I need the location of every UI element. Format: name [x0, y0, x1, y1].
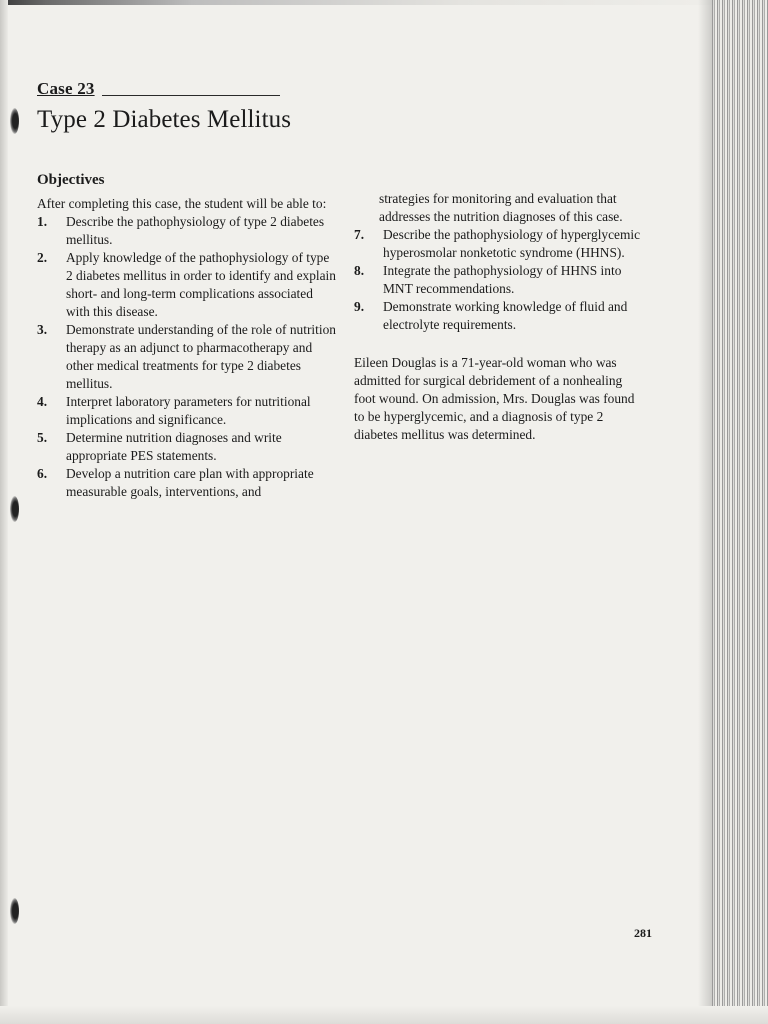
objective-text: Apply knowledge of the pathophysiology of type 2 diabetes mellitus in order to identify and explain short- and long-term complications associated with this disease.: [66, 250, 336, 319]
page-title: Type 2 Diabetes Mellitus: [37, 106, 292, 133]
punch-hole-mark: [10, 108, 19, 134]
objective-item: [37, 213, 337, 249]
objective-number: 2.: [37, 250, 48, 265]
objective-number: 1.: [37, 214, 48, 229]
objectives-list: [37, 213, 337, 501]
objective-text: Describe the pathophysiology of hyperglycemic hyperosmolar nonketotic syndrome (HHNS).: [383, 227, 641, 260]
objective-text: Develop a nutrition care plan with appropriate measurable goals, interventions, and: [66, 466, 314, 499]
punch-hole-mark: [10, 898, 19, 924]
objective-item: [37, 249, 337, 321]
objective-item: [37, 393, 337, 429]
objective-number: 6.: [37, 466, 48, 481]
objective-text: Integrate the pathophysiology of HHNS into MNT recommendations.: [383, 263, 622, 296]
right-column: [354, 190, 644, 444]
objective-number: 7.: [354, 227, 365, 242]
page-top-edge: [0, 0, 768, 5]
objectives-list-continued: [354, 226, 644, 334]
objective-number: 8.: [354, 263, 365, 278]
case-description: Eileen Douglas is a 71-year-old woman who was admitted for surgical debridement of a nonhealing foot wound. On admission, Mrs. Douglas was found to be hyperglycemic, and a diagnosis of type 2 diabetes mellitus was determined.: [354, 355, 635, 442]
objective-number: 9.: [354, 299, 365, 314]
objective-item: [37, 465, 337, 501]
objective-item: [37, 429, 337, 465]
objective-text: Interpret laboratory parameters for nutritional implications and significance.: [66, 394, 311, 427]
objectives-intro: After completing this case, the student will be able to:: [37, 196, 327, 211]
page-number: 281: [634, 926, 652, 940]
objective-item: [354, 226, 644, 262]
objective-item: [354, 262, 644, 298]
page-left-edge: [0, 0, 8, 1024]
punch-hole-mark: [10, 496, 19, 522]
case-label-rule: [102, 95, 280, 96]
objective-number: 3.: [37, 322, 48, 337]
objective-item: [37, 321, 337, 393]
objective-text: Demonstrate understanding of the role of nutrition therapy as an adjunct to pharmacotherapy and other medical treatments for type 2 diabetes mellitus.: [66, 322, 336, 391]
objective-text: Describe the pathophysiology of type 2 diabetes mellitus.: [66, 214, 325, 247]
objective-6-continuation: strategies for monitoring and evaluation that addresses the nutrition diagnoses of this case.: [379, 191, 623, 224]
book-binding-edge: [712, 0, 768, 1010]
case-label: Case 23: [37, 79, 95, 98]
binding-shadow: [698, 0, 712, 1010]
objective-item: [354, 298, 644, 334]
objective-number: 5.: [37, 430, 48, 445]
page-bottom-edge: [0, 1006, 768, 1024]
objectives-heading: Objectives: [37, 172, 105, 188]
objective-text: Demonstrate working knowledge of fluid and electrolyte requirements.: [383, 299, 628, 332]
objective-number: 4.: [37, 394, 48, 409]
left-column: [37, 195, 337, 501]
objective-text: Determine nutrition diagnoses and write appropriate PES statements.: [66, 430, 282, 463]
